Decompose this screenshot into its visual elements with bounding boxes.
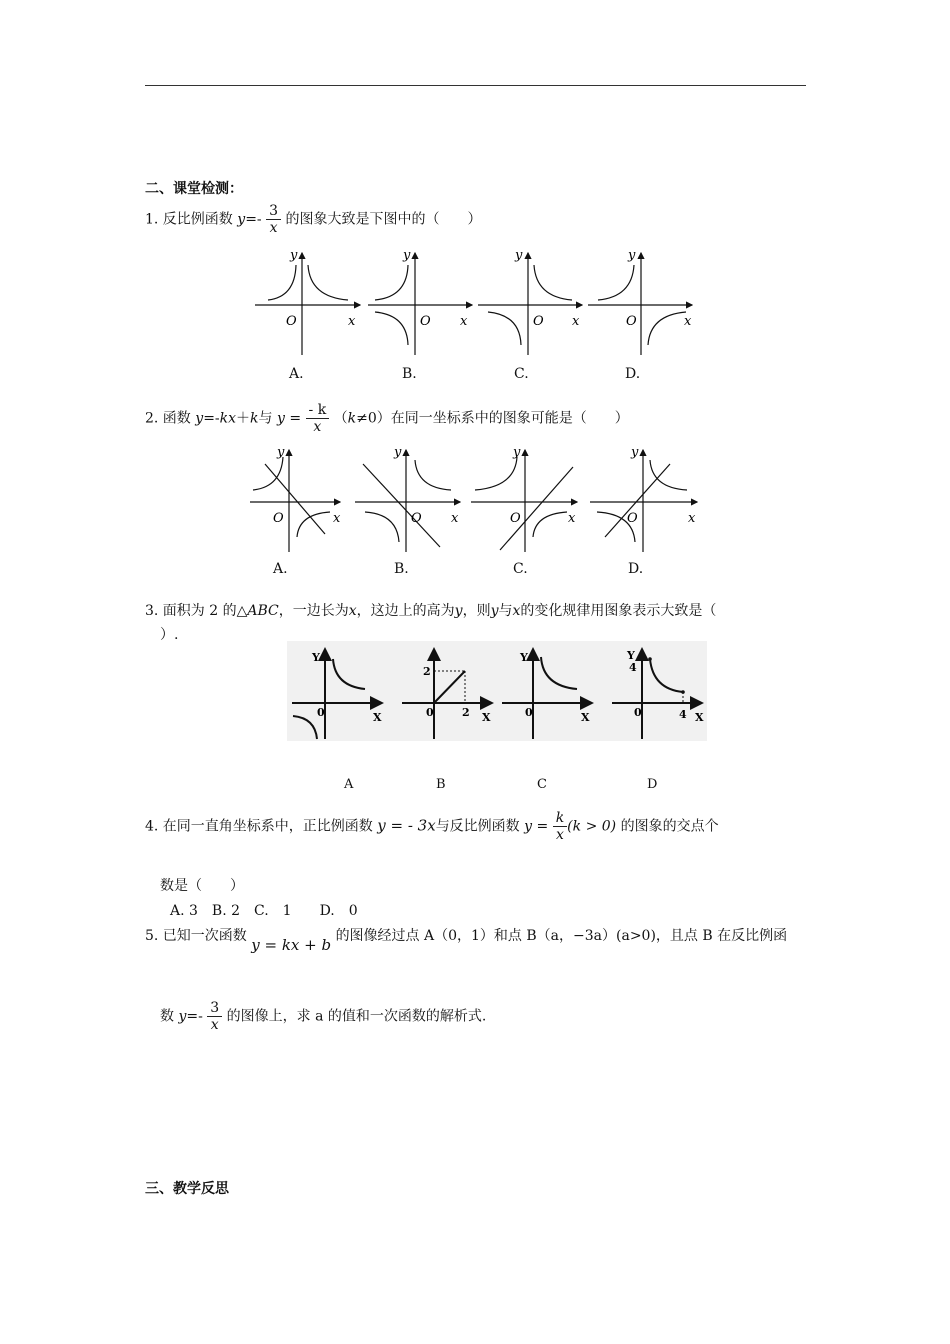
q4-prefix: 4. 在同一直角坐标系中，正比例函数 bbox=[145, 818, 373, 835]
q2-c-x-label: x bbox=[568, 511, 576, 526]
q1-b-y-label: y bbox=[403, 248, 411, 263]
q3-line1-f: 的变化规律用图象表示大致是（ bbox=[520, 603, 717, 619]
q1-denominator: x bbox=[266, 219, 281, 236]
q3-b-x-label: X bbox=[482, 711, 491, 724]
q3-option-a: A bbox=[344, 777, 354, 792]
q3-d-tick-y: 4 bbox=[629, 661, 637, 674]
q2-y1: y bbox=[195, 410, 204, 427]
q2-plus: ＋ bbox=[236, 410, 251, 427]
q1-numerator: 3 bbox=[269, 203, 279, 219]
q2-b-origin: O bbox=[411, 511, 422, 526]
q1-c-x-label: x bbox=[572, 314, 580, 329]
q3-line1-a: 3. 面积为 2 的△ bbox=[145, 603, 248, 619]
q2-c-origin: O bbox=[510, 511, 521, 526]
q2-k: k bbox=[250, 410, 259, 427]
q1-prefix: 1. 反比例函数 bbox=[145, 211, 233, 228]
q2-a-x-label: x bbox=[333, 511, 341, 526]
q3-b-tick-y: 2 bbox=[423, 665, 431, 678]
q2-graph-a bbox=[250, 445, 341, 552]
q4-line-2: 数是（ ） bbox=[160, 878, 244, 894]
q5-suffix: 的图像经过点 A（0，1）和点 B（a，−3a）(a>0)，且点 B 在反比例函 bbox=[335, 928, 788, 944]
q4-mid: 与反比例函数 bbox=[435, 818, 520, 835]
q2-graph-b bbox=[355, 445, 460, 552]
q5-fraction bbox=[207, 1000, 222, 1033]
q3-a-y-label: Y bbox=[312, 651, 320, 664]
q3-c-x-label: X bbox=[581, 711, 590, 724]
q2-and: 与 bbox=[258, 410, 273, 427]
q5-numerator: 3 bbox=[207, 1000, 222, 1017]
q5-line2-y: y bbox=[178, 1008, 187, 1025]
q1-graph-a bbox=[255, 248, 360, 355]
q3-d-y-label: Y bbox=[627, 649, 635, 662]
q5-prefix: 5. 已知一次函数 bbox=[145, 928, 247, 944]
q2-c-y-label: y bbox=[513, 445, 521, 460]
q2-kx: kx bbox=[219, 410, 237, 427]
q1-option-a: A. bbox=[289, 366, 304, 382]
q1-graph-d bbox=[588, 248, 692, 355]
q3-d-origin: 0 bbox=[634, 706, 642, 719]
q4-suffix: 的图象的交点个 bbox=[620, 818, 719, 835]
q2-numerator: - k bbox=[306, 402, 330, 419]
q3-b-tick-x: 2 bbox=[462, 706, 470, 719]
q2-d-y-label: y bbox=[631, 445, 639, 460]
q1-c-y-label: y bbox=[515, 248, 523, 263]
q3-graphs bbox=[287, 641, 707, 741]
q5-f: y = kx + b bbox=[251, 936, 332, 954]
q2-d-x-label: x bbox=[688, 511, 696, 526]
q3-line1-e: 与 bbox=[498, 603, 513, 619]
q5-line2-a: 数 bbox=[160, 1008, 174, 1025]
question-1 bbox=[145, 203, 481, 236]
q3-d-tick-x: 4 bbox=[679, 708, 687, 721]
q2-fraction bbox=[306, 402, 330, 435]
q1-a-x-label: x bbox=[348, 314, 356, 329]
q2-graph-c bbox=[471, 445, 577, 552]
q1-suffix: 的图象大致是下图中的（ ） bbox=[285, 211, 482, 228]
q2-d-origin: O bbox=[627, 511, 638, 526]
q3-line1-d: ，则 bbox=[462, 603, 491, 619]
q4-choices: A. 3 B. 2 C. 1 D. 0 bbox=[170, 903, 358, 919]
q4-f2-y: y = bbox=[524, 818, 549, 835]
q1-d-x-label: x bbox=[684, 314, 692, 329]
q3-d-x-label: X bbox=[695, 711, 704, 724]
q1-graph-c bbox=[478, 248, 582, 355]
q3-option-b: B bbox=[436, 777, 446, 792]
q1-b-origin: O bbox=[420, 314, 431, 329]
q2-cond-open: （ bbox=[333, 410, 348, 427]
q3-x1: x bbox=[348, 603, 357, 619]
q1-option-d: D. bbox=[625, 366, 641, 382]
q1-graph-b bbox=[368, 248, 472, 355]
q5-line-2 bbox=[160, 1000, 486, 1033]
q1-eq: =- bbox=[245, 211, 262, 228]
question-5 bbox=[145, 925, 788, 954]
q1-d-y-label: y bbox=[628, 248, 636, 263]
q3-b-origin: 0 bbox=[426, 706, 434, 719]
q3-option-c: C bbox=[537, 777, 547, 792]
q3-c-origin: 0 bbox=[525, 706, 533, 719]
q3-line1-c: ，这边上的高为 bbox=[356, 603, 455, 619]
q2-y2: y bbox=[276, 410, 285, 427]
q3-y2: y bbox=[490, 603, 499, 619]
q3-abc: ABC bbox=[247, 603, 279, 619]
q1-c-origin: O bbox=[533, 314, 544, 329]
q1-option-c: C. bbox=[514, 366, 529, 382]
q1-option-b: B. bbox=[402, 366, 417, 382]
q2-cond-k: k bbox=[347, 410, 357, 427]
question-3-line-2: ）. bbox=[160, 627, 179, 643]
q1-graphs bbox=[250, 245, 700, 360]
q1-b-x-label: x bbox=[460, 314, 468, 329]
q2-cond-rest: ≠0）在同一坐标系中的图象可能是（ ） bbox=[356, 410, 629, 427]
question-3-line-1 bbox=[145, 600, 716, 620]
q3-line1-b: ，一边长为 bbox=[278, 603, 349, 619]
q1-d-origin: O bbox=[626, 314, 637, 329]
q4-numerator: k bbox=[553, 810, 567, 827]
q5-line2-eq: =- bbox=[186, 1008, 203, 1025]
q3-x2: x bbox=[512, 603, 521, 619]
q2-text-a: 2. 函数 bbox=[145, 410, 191, 427]
q1-a-y-label: y bbox=[290, 248, 298, 263]
q5-line2-b: 的图像上，求 a 的值和一次函数的解析式. bbox=[226, 1008, 487, 1025]
q2-b-x-label: x bbox=[451, 511, 459, 526]
q4-f2-cond: (k > 0) bbox=[567, 818, 617, 835]
q3-a-origin: 0 bbox=[317, 706, 325, 719]
q3-y1: y bbox=[454, 603, 463, 619]
q2-option-b: B. bbox=[394, 561, 409, 577]
q4-f1: y = - 3x bbox=[377, 816, 436, 835]
q2-option-d: D. bbox=[628, 561, 644, 577]
q2-option-c: C. bbox=[513, 561, 528, 577]
section-3-title: 三、教学反思 bbox=[145, 1181, 229, 1197]
q2-option-a: A. bbox=[273, 561, 288, 577]
q2-graph-d bbox=[590, 445, 697, 552]
q2-b-y-label: y bbox=[394, 445, 402, 460]
question-2 bbox=[145, 402, 629, 435]
header-rule bbox=[145, 85, 806, 86]
q5-denominator: x bbox=[210, 1017, 219, 1033]
q3-c-y-label: Y bbox=[520, 651, 528, 664]
q4-fraction bbox=[553, 810, 567, 843]
q3-a-x-label: X bbox=[373, 711, 382, 724]
section-2-title: 二、课堂检测： bbox=[145, 181, 243, 197]
q4-denominator: x bbox=[555, 827, 564, 843]
q1-fraction bbox=[266, 203, 281, 236]
q2-eq2: = bbox=[289, 410, 302, 427]
q2-a-y-label: y bbox=[277, 445, 285, 460]
q2-graphs bbox=[245, 442, 705, 557]
q3-option-d: D bbox=[647, 777, 658, 792]
q1-a-origin: O bbox=[286, 314, 297, 329]
q1-y: y bbox=[237, 211, 246, 228]
q2-a-origin: O bbox=[273, 511, 284, 526]
question-4 bbox=[145, 810, 719, 843]
q2-denominator: x bbox=[313, 419, 322, 435]
q2-mid1: =- bbox=[203, 410, 220, 427]
